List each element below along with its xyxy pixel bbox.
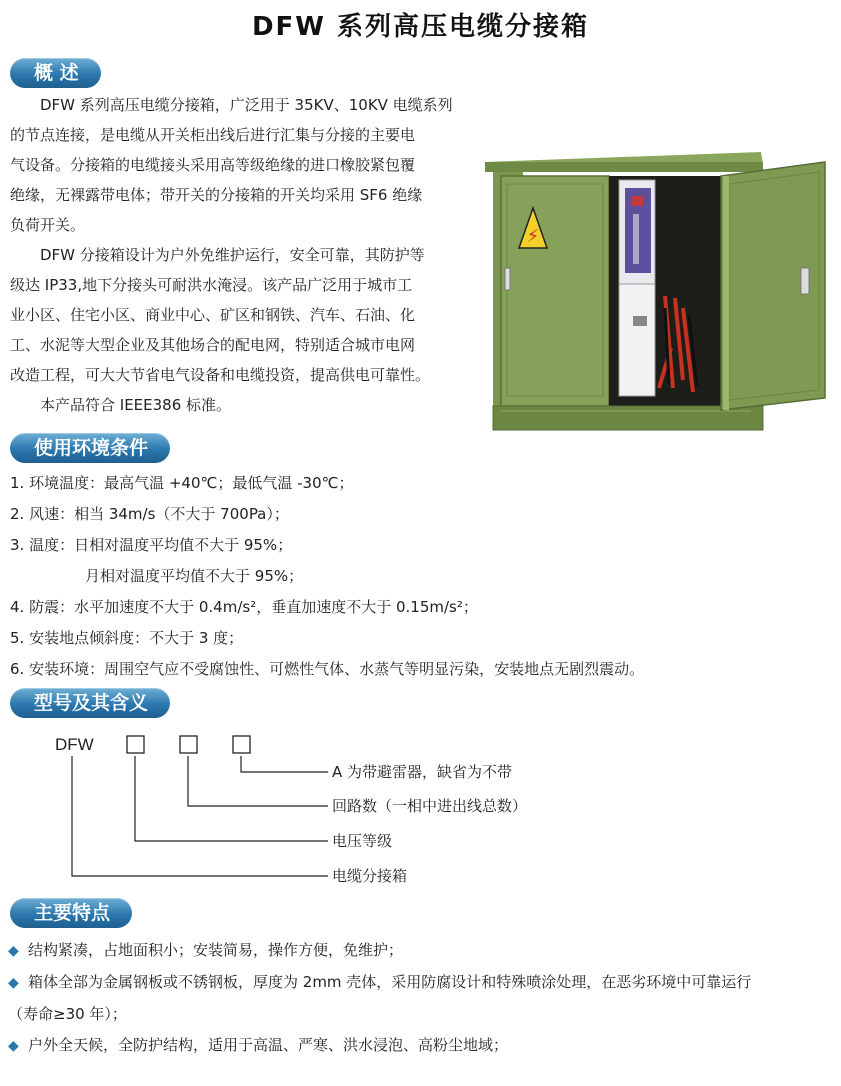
- list-item: 2. 风速：相当 34m/s（不大于 700Pa）；: [10, 505, 289, 523]
- environment-list: [10, 468, 830, 685]
- code-box-circuits: [180, 736, 197, 753]
- overview-line: 改造工程，可大大节省电气设备和电缆投资，提高供电可靠性。: [10, 366, 431, 384]
- overview-line: 的节点连接，是电缆从开关柜出线后进行汇集与分接的主要电: [10, 126, 416, 144]
- section-heading-features: 主要特点: [10, 898, 132, 928]
- list-item: 6. 安装环境：周围空气应不受腐蚀性、可燃性气体、水蒸气等明显污染，安装地点无剧烈震动。: [10, 660, 645, 678]
- svg-text:⚡: ⚡: [526, 226, 540, 247]
- overview-line: DFW 系列高压电缆分接箱，广泛用于 35KV、10KV 电缆系列: [40, 96, 453, 114]
- code-label-circuits: 回路数（一相中进出线总数）: [332, 797, 528, 815]
- section-heading-overview: 概 述: [10, 58, 101, 88]
- overview-line: DFW 分接箱设计为户外免维护运行，安全可靠，其防护等: [40, 246, 425, 264]
- overview-line: 负荷开关。: [10, 216, 86, 234]
- overview-line: 气设备。分接箱的电缆接头采用高等级绝缘的进口橡胶紧包覆: [10, 156, 416, 174]
- code-label-voltage: 电压等级: [332, 832, 393, 850]
- code-box-arrester: [233, 736, 250, 753]
- overview-text: [10, 90, 468, 420]
- list-item: 4. 防震：水平加速度不大于 0.4m/s²，垂直加速度不大于 0.15m/s²；: [10, 598, 478, 616]
- code-box-voltage: [127, 736, 144, 753]
- overview-line: 本产品符合 IEEE386 标准。: [40, 396, 232, 414]
- code-label-arrester: A 为带避雷器，缺省为不带: [332, 763, 513, 781]
- list-item: ◆ 结构紧凑，占地面积小；安装简易，操作方便，免维护；: [8, 935, 833, 967]
- list-item: 月相对温度平均值不大于 95%；: [85, 567, 304, 585]
- features-list: [8, 935, 833, 1062]
- overview-line: 绝缘，无裸露带电体；带开关的分接箱的开关均采用 SF6 绝缘: [10, 186, 423, 204]
- list-item: ◆ 箱体全部为金属钢板或不锈钢板，厚度为 2mm 壳体，采用防腐设计和特殊喷涂处理，在恶劣环境中可靠运行: [8, 967, 833, 999]
- page-title: DFW 系列高压电缆分接箱: [251, 12, 590, 42]
- overview-line: 工、水泥等大型企业及其他场合的配电网，特别适合城市电网: [10, 336, 416, 354]
- code-label-product: 电缆分接箱: [332, 867, 408, 885]
- list-item: ◆ 户外全天候，全防护结构，适用于高温、严寒、洪水浸泡、高粉尘地域；: [8, 1030, 833, 1062]
- list-item: 1. 环境温度：最高气温 +40℃；最低气温 -30℃；: [10, 474, 354, 492]
- section-heading-environment: 使用环境条件: [10, 433, 170, 463]
- section-heading-model: 型号及其含义: [10, 688, 170, 718]
- cable-branch-box-image: [483, 148, 828, 435]
- diamond-bullet-icon: ◆: [8, 943, 19, 959]
- list-item: 3. 温度：日相对温度平均值不大于 95%；: [10, 536, 293, 554]
- model-code-diagram: [0, 720, 841, 900]
- overview-line: 业小区、住宅小区、商业中心、矿区和钢铁、汽车、石油、化: [10, 306, 416, 324]
- overview-line: 级达 IP33,地下分接头可耐洪水淹浸。该产品广泛用于城市工: [10, 276, 413, 294]
- diamond-bullet-icon: ◆: [8, 1038, 19, 1054]
- list-item: 5. 安装地点倾斜度：不大于 3 度；: [10, 629, 244, 647]
- list-item-continuation: （寿命≥30 年）；: [8, 1005, 127, 1023]
- diamond-bullet-icon: ◆: [8, 975, 19, 991]
- model-prefix: DFW: [55, 735, 94, 754]
